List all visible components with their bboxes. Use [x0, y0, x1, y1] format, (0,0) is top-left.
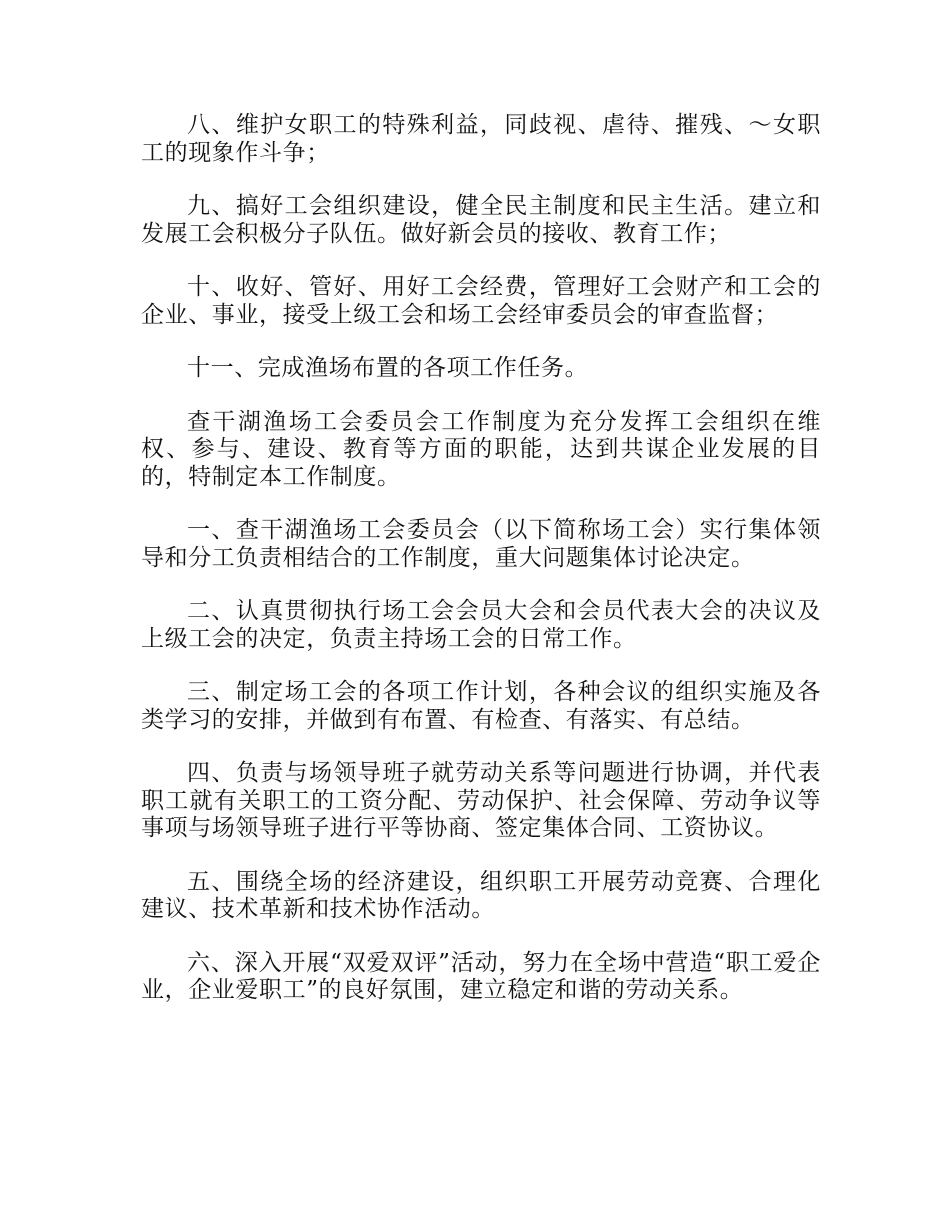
paragraph-item-11: 十一、完成渔场布置的各项工作任务。 — [187, 355, 589, 381]
paragraph-rule-5: 五、围绕全场的经济建设，组织职工开展劳动竞赛、合理化建议、技术革新和技术协作活动。 — [141, 868, 821, 922]
document-body — [141, 112, 821, 1031]
paragraph-intro: 查干湖渔场工会委员会工作制度为充分发挥工会组织在维权、参与、建设、教育等方面的职能，达到共谋企业发展的目的，特制定本工作制度。 — [141, 408, 821, 490]
paragraph-rule-4: 四、负责与场领导班子就劳动关系等问题进行协调，并代表职工就有关职工的工资分配、劳动保护、社会保障、劳动争议等事项与场领导班子进行平等协商、签定集体合同、工资协议。 — [141, 760, 821, 841]
paragraph-item-10: 十、收好、管好、用好工会经费，管理好工会财产和工会的企业、事业，接受上级工会和场工会经审委员会的审查监督； — [141, 274, 821, 328]
paragraph-rule-1: 一、查干湖渔场工会委员会（以下简称场工会）实行集体领导和分工负责相结合的工作制度，重大问题集体讨论决定。 — [141, 517, 821, 571]
paragraph-rule-6: 六、深入开展“双爱双评”活动，努力在全场中营造“职工爱企业，企业爱职工”的良好氛围，建立稳定和谐的劳动关系。 — [141, 949, 821, 1003]
paragraph-item-8: 八、维护女职工的特殊利益，同歧视、虐待、摧残、～女职工的现象作斗争； — [141, 112, 821, 166]
paragraph-rule-3: 三、制定场工会的各项工作计划，各种会议的组织实施及各类学习的安排，并做到有布置、有检查、有落实、有总结。 — [141, 679, 821, 733]
paragraph-rule-2: 二、认真贯彻执行场工会会员大会和会员代表大会的决议及上级工会的决定，负责主持场工会的日常工作。 — [141, 598, 821, 652]
paragraph-item-9: 九、搞好工会组织建设，健全民主制度和民主生活。建立和发展工会积极分子队伍。做好新会员的接收、教育工作； — [141, 193, 821, 247]
